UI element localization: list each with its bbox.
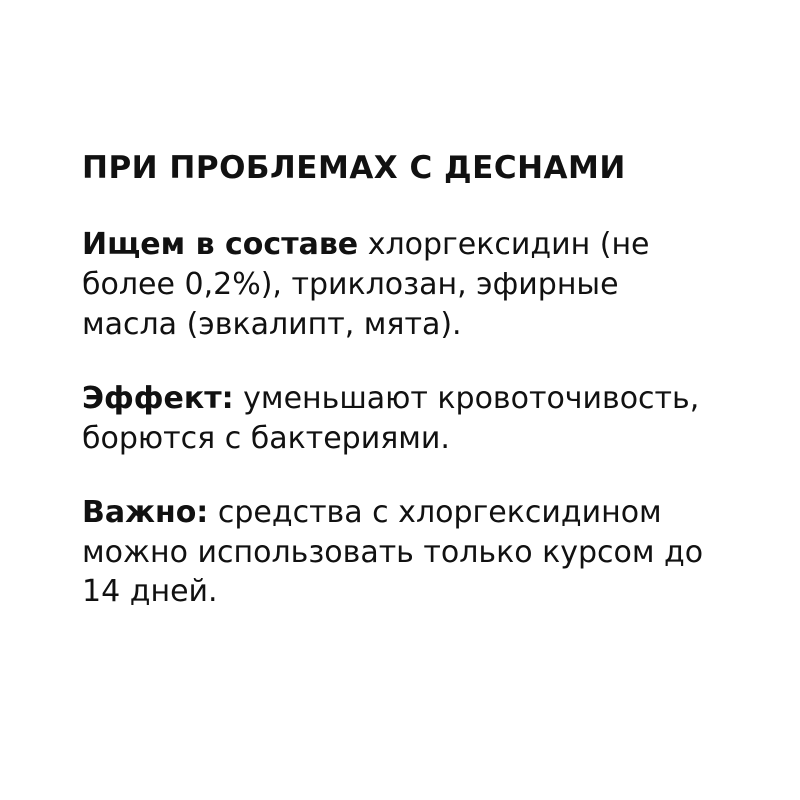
paragraph-ingredients-text: хлоргексидин (не более 0,2%), триклозан, эфирные масла (эвкалипт, мята). xyxy=(82,227,650,342)
paragraph-ingredients-lead: Ищем в составе xyxy=(82,227,359,263)
paragraph-effect-text: уменьшают кровоточивость, борются с бактериями. xyxy=(82,380,700,456)
paragraph-ingredients xyxy=(82,225,718,345)
paragraph-effect-lead: Эффект: xyxy=(82,380,234,416)
paragraph-warning xyxy=(82,493,718,613)
paragraph-warning-lead: Важно: xyxy=(82,494,209,530)
paragraph-warning-text: средства с хлоргексидином можно использовать только курсом до 14 дней. xyxy=(82,494,704,610)
paragraph-effect xyxy=(82,379,718,459)
page-title: ПРИ ПРОБЛЕМАХ С ДЕСНАМИ xyxy=(82,150,626,186)
